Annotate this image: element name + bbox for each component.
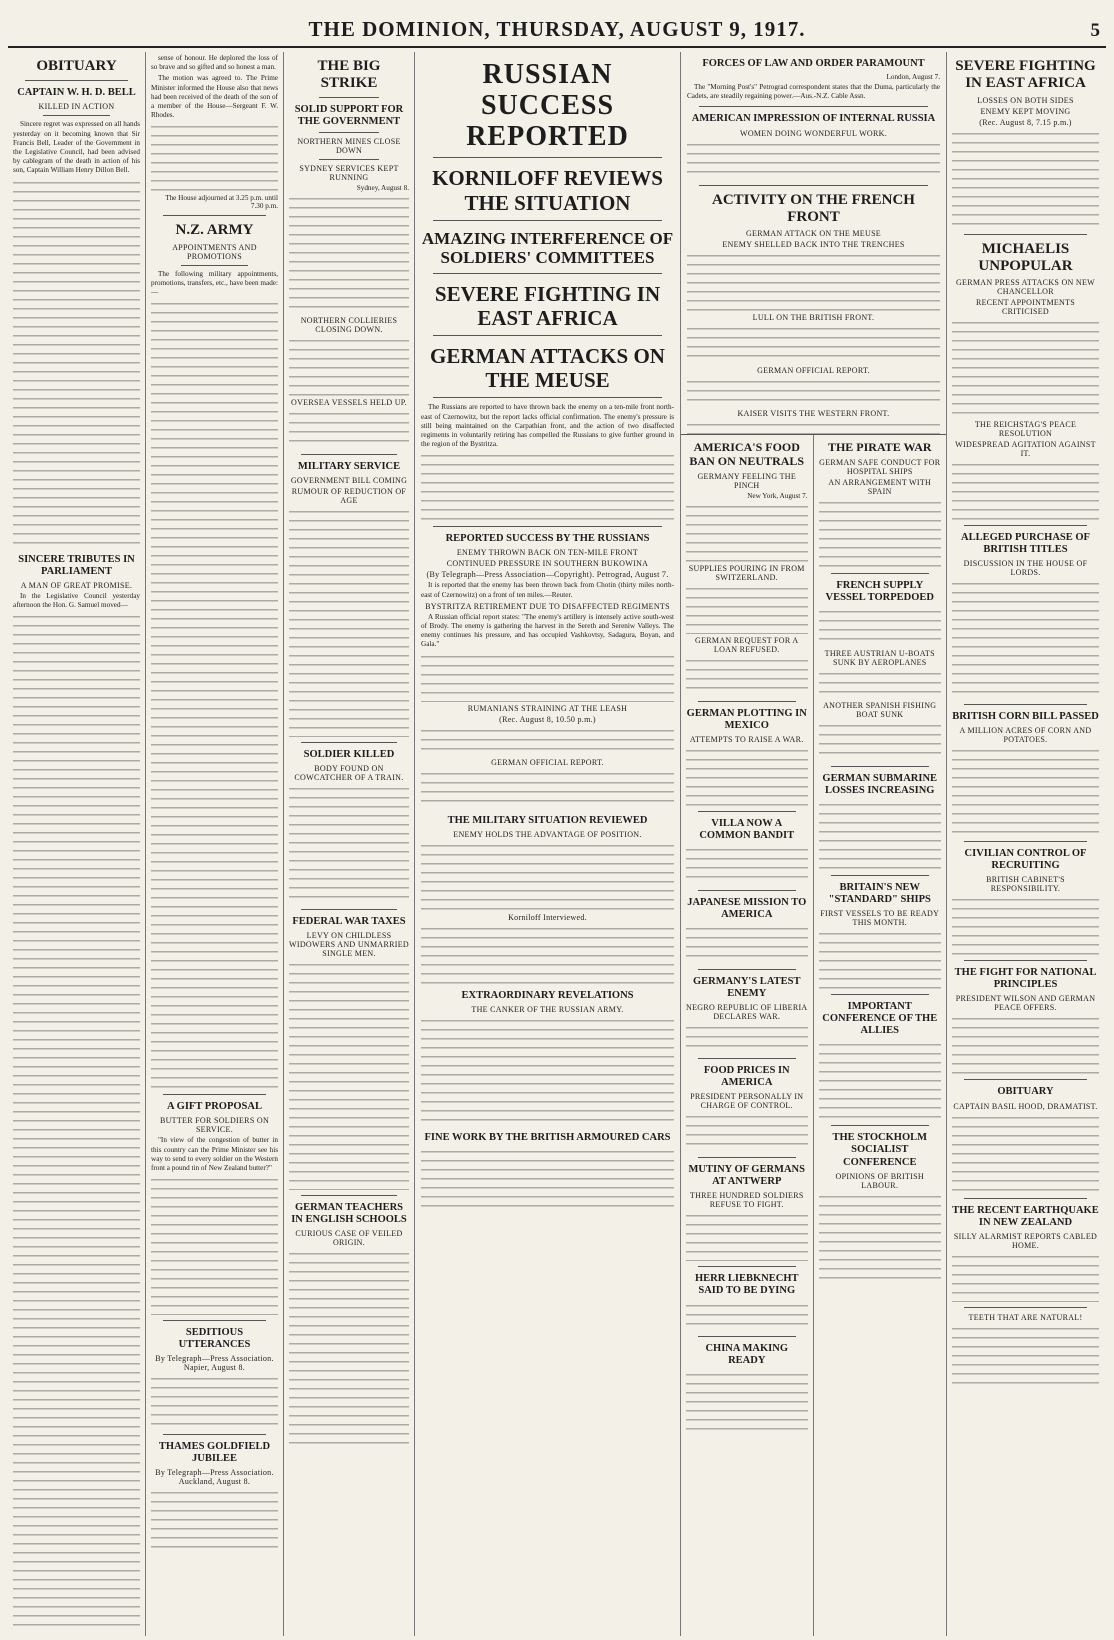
subheading: GERMAN REQUEST FOR A LOAN REFUSED.: [695, 635, 799, 654]
subheading: SYDNEY SERVICES KEPT RUNNING: [299, 163, 399, 182]
column-strike: [284, 52, 415, 1636]
heading: HERR LIEBKNECHT SAID TO BE DYING: [694, 1273, 799, 1297]
subheading: WIDESPREAD AGITATION AGAINST IT.: [955, 440, 1096, 458]
heading: GERMANY'S LATEST ENEMY: [693, 976, 801, 1000]
heading: THAMES GOLDFIELD JUBILEE: [158, 1441, 271, 1465]
dateline: London, August 7.: [886, 73, 940, 82]
subheading: ENEMY THROWN BACK ON TEN-MILE FRONT: [456, 548, 639, 558]
heading: THE BIG STRIKE: [317, 58, 381, 92]
column-pirate-war: [814, 435, 947, 1636]
subheading: GERMAN ATTACK ON THE MEUSE: [745, 229, 881, 239]
subheading: CAPTAIN BASIL HOOD, DRAMATIST.: [953, 1101, 1098, 1111]
heading: ALLEGED PURCHASE OF BRITISH TITLES: [961, 532, 1090, 556]
masthead: [8, 0, 1106, 48]
heading: AMERICA'S FOOD BAN ON NEUTRALS: [689, 440, 805, 468]
subheading: A MAN OF GREAT PROMISE.: [20, 580, 133, 590]
dateline: Sydney, August 8.: [356, 183, 409, 192]
heading: REPORTED SUCCESS BY THE RUSSIANS: [445, 533, 650, 545]
column-east-africa: [947, 52, 1104, 1636]
subheading: SUPPLIES POURING IN FROM SWITZERLAND.: [688, 563, 805, 582]
article-text: The motion was agreed to. The Prime Minister informed the House also that news had been received of the death of the son of a member of the House—Sergeant F. W. Rhodes.: [151, 74, 278, 120]
subheading: WOMEN DOING WONDERFUL WORK.: [739, 128, 888, 138]
subheading: BYSTRITZA RETIREMENT DUE TO DISAFFECTED REGIMENTS: [425, 601, 670, 611]
dateline: The House adjourned at 3.25 p.m. until 7.30 p.m.: [165, 194, 278, 211]
subheading: GERMAN OFFICIAL REPORT.: [757, 366, 870, 376]
article-text: The "Morning Post's" Petrograd correspondent states that the Duma, particularly the Cadets, are steadily regaining power.—Aus.-N.Z. Cable Assn.: [687, 83, 940, 101]
heading: FRENCH SUPPLY VESSEL TORPEDOED: [825, 579, 934, 603]
subheading: BRITISH CABINET'S RESPONSIBILITY.: [986, 875, 1065, 894]
article-text: A Russian official report states: "The enemy's artillery is intensely active south-west of Brody. The enemy is gathering the harvest in the Sereth and Sereniw Valleys. The enemy continues his pressure, and has occupied Vashkovtsy, Sadagura, Boyan, and Gala.": [421, 612, 674, 649]
heading: BRITISH CORN BILL PASSED: [952, 711, 1099, 723]
subheading: THE REICHSTAG'S PEACE RESOLUTION: [974, 420, 1077, 438]
subheading: SILLY ALARMIST REPORTS CABLED HOME.: [953, 1231, 1098, 1250]
headline: AMAZING INTERFERENCE OF SOLDIERS' COMMITTEES: [421, 228, 674, 268]
heading: VILLA NOW A COMMON BANDIT: [699, 817, 795, 841]
heading: ACTIVITY ON THE FRENCH FRONT: [712, 191, 915, 225]
heading: SOLDIER KILLED: [303, 748, 395, 760]
heading: MUTINY OF GERMANS AT ANTWERP: [688, 1164, 805, 1188]
subheading: KAISER VISITS THE WESTERN FRONT.: [737, 409, 890, 419]
heading: THE STOCKHOLM SOCIALIST CONFERENCE: [832, 1132, 928, 1168]
subheading: ATTEMPTS TO RAISE A WAR.: [689, 734, 804, 744]
subheading: APPOINTMENTS AND PROMOTIONS: [172, 242, 257, 261]
heading: FOOD PRICES IN AMERICA: [703, 1065, 790, 1089]
subheading: AN ARRANGEMENT WITH SPAIN: [828, 477, 932, 496]
heading: GERMAN TEACHERS IN ENGLISH SCHOOLS: [291, 1201, 407, 1225]
subheading: GERMAN PRESS ATTACKS ON NEW CHANCELLOR: [955, 278, 1096, 296]
upper-band: [681, 52, 946, 434]
heading: CIVILIAN CONTROL OF RECRUITING: [964, 848, 1087, 872]
heading: A GIFT PROPOSAL: [167, 1101, 262, 1113]
column-war-news: [681, 52, 947, 1636]
masthead-title: THE DOMINION, THURSDAY, AUGUST 9, 1917.: [308, 17, 806, 41]
heading: SEDITIOUS UTTERANCES: [178, 1327, 251, 1351]
subheading: A MILLION ACRES OF CORN AND POTATOES.: [959, 726, 1092, 745]
subheading: ANOTHER SPANISH FISHING BOAT SUNK: [823, 700, 937, 719]
columns: [8, 52, 1106, 1636]
subheading: CONTINUED PRESSURE IN SOUTHERN BUKOWINA: [446, 559, 649, 569]
subheading: BODY FOUND ON COWCATCHER OF A TRAIN.: [294, 763, 404, 782]
subheading: BUTTER FOR SOLDIERS ON SERVICE.: [159, 1116, 270, 1135]
subheading: RUMANIANS STRAINING AT THE LEASH: [467, 703, 628, 713]
article-text: In the Legislative Council yesterday afternoon the Hon. G. Samuel moved—: [13, 591, 140, 609]
heading: THE FIGHT FOR NATIONAL PRINCIPLES: [954, 967, 1097, 991]
headline: SEVERE FIGHTING IN EAST AFRICA: [434, 281, 661, 330]
subheading: ENEMY KEPT MOVING: [980, 106, 1071, 116]
column-feature: [415, 52, 681, 1636]
dateline: By Telegraph—Press Association. Auckland, August 8.: [155, 1468, 274, 1487]
heading: FEDERAL WAR TAXES: [292, 915, 406, 927]
subheading: ENEMY HOLDS THE ADVANTAGE OF POSITION.: [453, 829, 642, 839]
subheading: ENEMY SHELLED BACK INTO THE TRENCHES: [722, 240, 905, 250]
heading: SEVERE FIGHTING IN EAST AFRICA: [955, 58, 1096, 92]
heading: SOLID SUPPORT FOR THE GOVERNMENT: [294, 103, 404, 127]
article-text: "In view of the congestion of butter in this country can the Prime Minister see his way to send to every soldier on the Western front a pound tin of New Zealand butter?": [151, 1136, 278, 1172]
heading: THE PIRATE WAR: [827, 440, 932, 455]
subheading: NORTHERN MINES CLOSE DOWN: [297, 136, 401, 155]
subheading: NORTHERN COLLIERIES CLOSING DOWN.: [300, 315, 398, 334]
heading: THE MILITARY SITUATION REVIEWED: [447, 814, 648, 826]
subheading: FIRST VESSELS TO BE READY THIS MONTH.: [820, 909, 940, 928]
column-army: [146, 52, 284, 1636]
heading: N.Z. ARMY: [175, 222, 254, 239]
page-number: 5: [1090, 20, 1100, 41]
article-text: The Russians are reported to have thrown back the enemy on a ten-mile front north-east of Czernowitz, but the report lacks official confirmation. The enemy's pressure is still being maintained on the Carpathian front, and the action of two disaffected regiments in voluntarily retiring has compelled the Russians to give further ground in the region of the Bystritza.: [421, 403, 674, 449]
subheading: Korniloff Interviewed.: [508, 912, 587, 922]
subheading: KILLED IN ACTION: [38, 102, 115, 112]
subheading: OVERSEA VESSELS HELD UP.: [291, 397, 407, 407]
heading: BRITAIN'S NEW "STANDARD" SHIPS: [828, 882, 931, 906]
heading: OBITUARY: [997, 1086, 1054, 1098]
subheading: GERMAN OFFICIAL REPORT.: [491, 757, 604, 767]
heading: FORCES OF LAW AND ORDER PARAMOUNT: [702, 58, 925, 69]
subheading: NEGRO REPUBLIC OF LIBERIA DECLARES WAR.: [686, 1003, 808, 1022]
article-text: sense of honour. He deplored the loss of so brave and so gifted and so honest a man.: [151, 54, 278, 72]
headline: GERMAN ATTACKS ON THE MEUSE: [430, 344, 665, 393]
subheading: OPINIONS OF BRITISH LABOUR.: [835, 1171, 924, 1190]
subheading: LOSSES ON BOTH SIDES: [977, 95, 1074, 105]
article-text: Sincere regret was expressed on all hands yesterday on it becoming known that Sir Francis Bell, Leader of the Government in the Legislative Council, had been advised by cablegram of the death in action of his son, Captain William Henry Dillon Bell.: [13, 120, 140, 175]
heading: SINCERE TRIBUTES IN PARLIAMENT: [18, 553, 135, 577]
subheading: TEETH THAT ARE NATURAL!: [968, 1312, 1083, 1322]
heading: MILITARY SERVICE: [297, 460, 401, 472]
subheading: DISCUSSION IN THE HOUSE OF LORDS.: [963, 559, 1088, 578]
subheading: PRESIDENT WILSON AND GERMAN PEACE OFFERS.: [955, 994, 1096, 1013]
subheading: GERMAN SAFE CONDUCT FOR HOSPITAL SHIPS: [819, 457, 941, 476]
column-america: [681, 435, 814, 1636]
heading: JAPANESE MISSION TO AMERICA: [687, 896, 807, 920]
subheading: THREE HUNDRED SOLDIERS REFUSE TO FIGHT.: [689, 1191, 804, 1210]
subheading: THE CANKER OF THE RUSSIAN ARMY.: [471, 1004, 624, 1014]
article-text: The following military appointments, promotions, transfers, etc., have been made:—: [151, 269, 278, 297]
subheading: LULL ON THE BRITISH FRONT.: [752, 313, 875, 323]
column-obituary: [8, 52, 146, 1636]
subheading: CURIOUS CASE OF VEILED ORIGIN.: [295, 1228, 403, 1247]
dateline: (By Telegraph—Press Association—Copyright). Petrograd, August 7.: [426, 570, 669, 580]
subheading: GERMANY FEELING THE PINCH: [697, 471, 797, 490]
heading: EXTRAORDINARY REVELATIONS: [461, 989, 634, 1001]
subheading: GOVERNMENT BILL COMING: [290, 475, 408, 485]
heading: CHINA MAKING READY: [705, 1342, 789, 1366]
heading: MICHAELIS UNPOPULAR: [978, 240, 1073, 274]
heading: AMERICAN IMPRESSION OF INTERNAL RUSSIA: [691, 113, 936, 125]
subheading: RUMOUR OF REDUCTION OF AGE: [291, 486, 407, 505]
heading: THE RECENT EARTHQUAKE IN NEW ZEALAND: [952, 1204, 1099, 1228]
subheading: PRESIDENT PERSONALLY IN CHARGE OF CONTROL.: [690, 1092, 804, 1111]
headline: RUSSIAN SUCCESS REPORTED: [466, 59, 629, 152]
dateline: New York, August 7.: [747, 491, 808, 500]
subheading: THREE AUSTRIAN U-BOATS SUNK BY AEROPLANES: [824, 648, 935, 667]
subheading: LEVY ON CHILDLESS WIDOWERS AND UNMARRIED SINGLE MEN.: [289, 930, 409, 958]
dateline: (Rec. August 8, 7.15 p.m.): [979, 117, 1072, 127]
heading: GERMAN SUBMARINE LOSSES INCREASING: [822, 772, 938, 797]
article-text: It is reported that the enemy has been thrown back from Chotin (thirty miles north-east of Czernowitz) on a front of ten miles.—Reuter.: [421, 581, 674, 599]
subheading: RECENT APPOINTMENTS CRITICISED: [975, 298, 1076, 316]
heading: FINE WORK BY THE BRITISH ARMOURED CARS: [424, 1131, 671, 1143]
headline: KORNILOFF REVIEWS THE SITUATION: [432, 166, 663, 215]
heading: OBITUARY: [36, 58, 117, 74]
heading: GERMAN PLOTTING IN MEXICO: [686, 707, 807, 731]
dateline: (Rec. August 8, 10.50 p.m.): [499, 714, 596, 724]
dateline: By Telegraph—Press Association. Napier, August 8.: [155, 1354, 274, 1373]
heading: CAPTAIN W. H. D. BELL: [17, 87, 136, 99]
heading: IMPORTANT CONFERENCE OF THE ALLIES: [822, 1001, 938, 1037]
